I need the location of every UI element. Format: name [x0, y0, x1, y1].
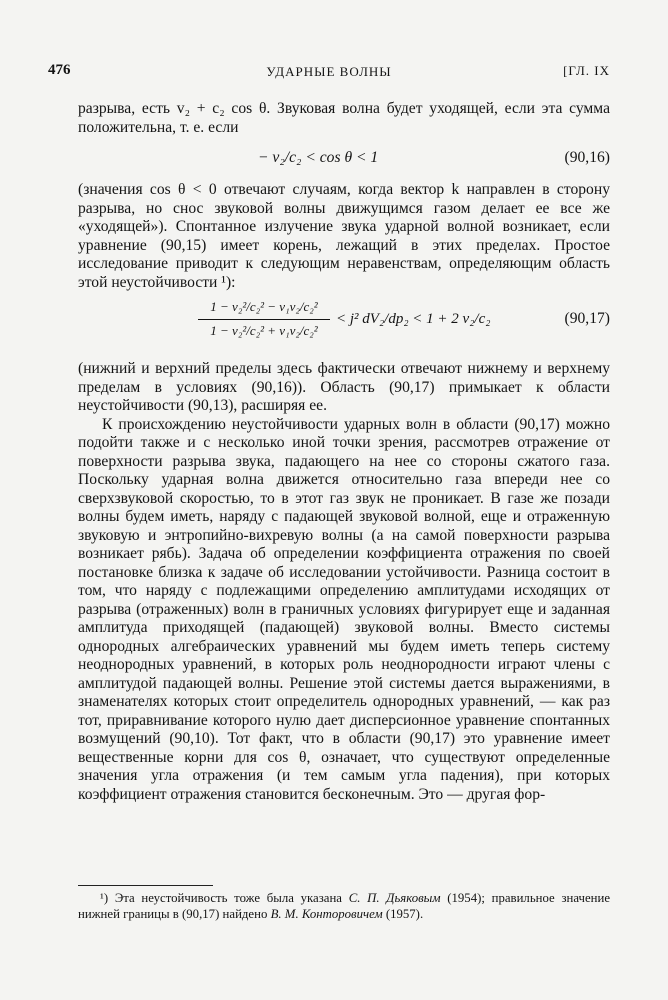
paragraph-3: (нижний и верхний пределы здесь фактически отвечают нижнему и верхнему пределам в условиях (90,16)). Область (90,17) примыкает к области неустойчивости (90,13), расширяя ее. — [78, 360, 610, 414]
equation-fraction — [198, 298, 330, 340]
footnote-rule — [78, 885, 213, 886]
paragraph-1: разрыва, есть v₂ + c₂ cos θ. Звуковая волна будет уходящей, если эта сумма положительна, т. е. если — [78, 100, 610, 136]
fraction-denominator: 1 − v₂²/c₂² + v₁v₂/c₂² — [210, 322, 318, 338]
equation-number: (90,17) — [564, 310, 610, 327]
paragraph-4: К происхождению неустойчивости ударных волн в области (90,17) можно подойти также и с несколько иной точки зрения, рассмотрев отражение от поверхности разрыва звука, падающего на нее со стороны сжатого газа. Поскольку ударная волна движется относительно газа впереди нее со сверхзвуковой скоростью, то в этот газ звук не проникает. В газе же позади волны будем иметь, наряду с падающей звуковой волной, еще и отраженную звуковую и энтропийно-вихревую волны (а на самой поверхности разрыва возникает рябь). Задача об определении коэффициента отражения по своей постановке близка к задаче об исследовании устойчивости. Разница состоит в том, что наряду с подлежащими определению амплитудами исходящих от разрыва (отраженных) волн в граничных условиях фигурирует еще и заданная амплитуда приходящей (падающей) звуковой волны. Вместо системы однородных алгебраических уравнений мы будем иметь теперь систему неоднородных уравнений, в которых роль неоднородности играют члены с амплитудой падающей волны. Решение этой системы дается выражениями, в знаменателях которых стоит определитель однородных уравнений, — как раз тот, приравнивание которого нулю дает дисперсионное уравнение спонтанных возмущений (90,10). Тот факт, что в области (90,17) это уравнение имеет вещественные корни для cos θ, означает, что существуют определенные значения угла отражения (и тем самым угла падения), при которых коэффициент отражения становится бесконечным. Это — другая фор- — [78, 415, 610, 803]
chapter-label: [ГЛ. IX — [563, 63, 610, 78]
equation-90-17 — [78, 296, 610, 356]
running-title: УДАРНЫЕ ВОЛНЫ — [266, 64, 392, 79]
footnote-author-2: В. М. Конторовичем — [270, 907, 383, 921]
footnote — [78, 890, 610, 922]
paragraph-2: (значения cos θ < 0 отвечают случаям, когда вектор k направлен в сторону разрыва, но снос звуковой волны движущимся газом делает ее все же «уходящей»). Спонтанное излучение звука ударной волной возникает, если уравнение (90,15) имеет корень, лежащий в этих пределах. Простое исследование приводит к следующим неравенствам, определяющим область этой неустойчивости ¹): — [78, 181, 610, 291]
main-text — [78, 100, 610, 804]
footnote-text-a: Эта неустойчивость тоже была указана — [114, 891, 342, 905]
equation-90-16 — [78, 139, 610, 179]
fraction-numerator: 1 − v₂²/c₂² − v₁v₂/c₂² — [198, 298, 330, 320]
footnote-text-c: (1957). — [385, 907, 424, 921]
footnote-text-b: (1954); правильное значение нижней границы в (90,17) найдено — [78, 891, 611, 921]
page-header — [48, 62, 610, 84]
equation-expression: − v₂/c₂ < cos θ < 1 — [258, 149, 379, 166]
page-number: 476 — [48, 62, 71, 78]
equation-inequality: < j² dV₂/dp₂ < 1 + 2 v₂/c₂ — [336, 311, 491, 327]
footnote-author-1: С. П. Дьяковым — [348, 891, 441, 905]
footnote-marker: ¹) — [100, 891, 109, 905]
equation-number: (90,16) — [564, 149, 610, 166]
